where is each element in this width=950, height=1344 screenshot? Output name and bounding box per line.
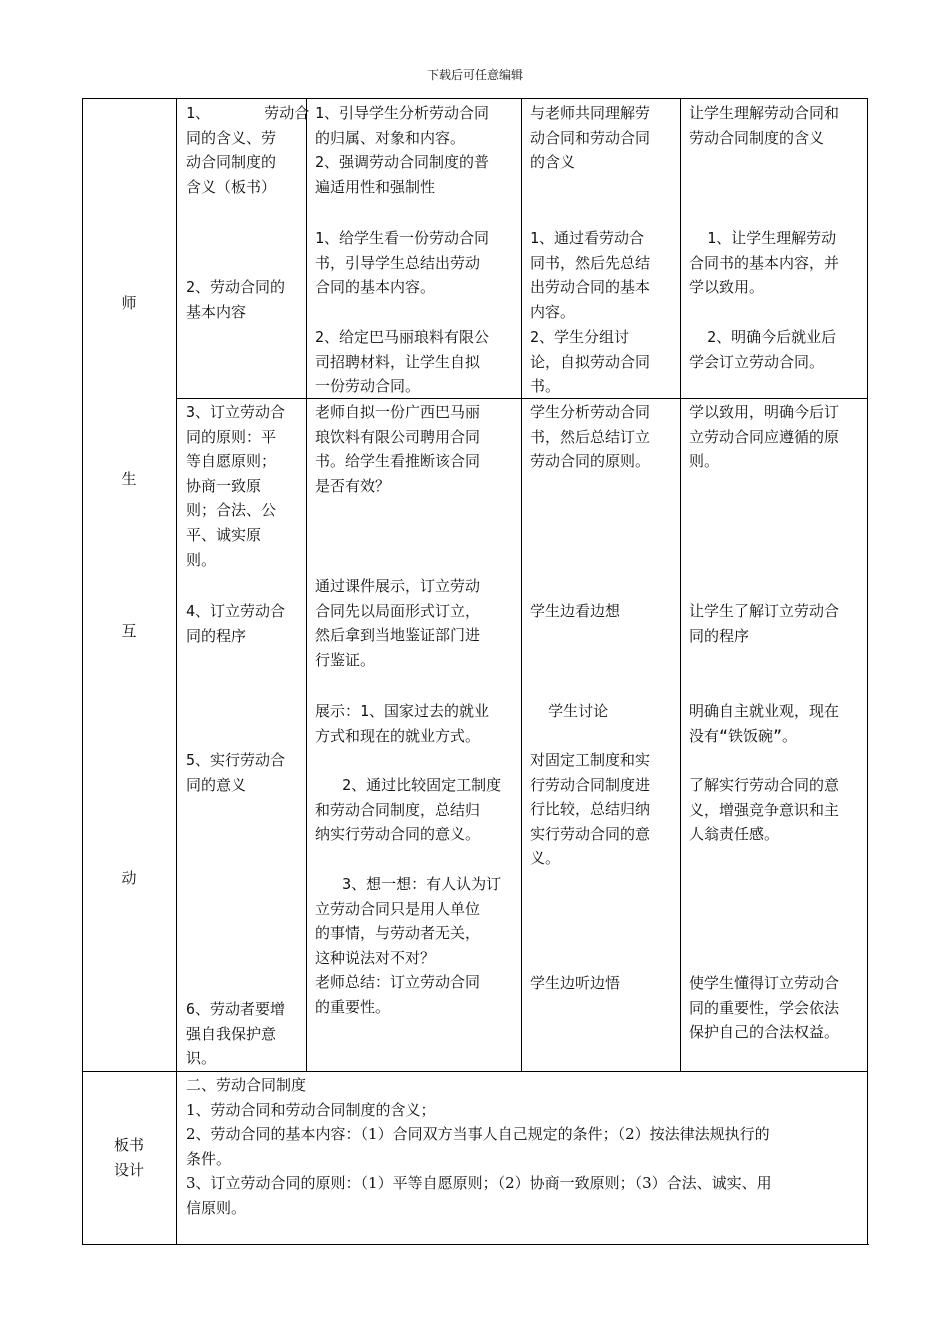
col-divider-1 [176,98,177,1245]
row-divider-1 [176,398,868,399]
student-cell: 与老师共同理解劳 动合同和劳动合同 的含义 [530,104,651,172]
student-cell: 学生分析劳动合同 书，然后总结订立 劳动合同的原则。 [530,403,651,471]
board-line: 信原则。 [186,1198,247,1217]
page-header: 下载后可任意编辑 [426,68,523,82]
board-line: 二、劳动合同制度 [186,1076,307,1094]
student-cell: 2、学生分组讨 论，自拟劳动合同 书。 [530,328,651,396]
board-design-content [186,1073,861,1221]
teacher-cell: 1、给学生看一份劳动合同 书，引导学生总结出劳动 合同的基本内容。 [315,229,490,297]
table-border-left [82,98,83,1245]
content-cell: 1、 劳动合 同的含义、劳 动合同制度的 含义（板书） [186,104,310,196]
side-label-student: 生 [121,470,137,488]
student-cell: 学生边看边想 [530,602,621,620]
student-cell: 对固定工制度和实 行劳动合同制度进 行比较，总结归纳 实行劳动合同的意 义。 [530,751,651,868]
row-divider-2 [82,1071,868,1072]
student-cell: 1、通过看劳动合 同书，然后先总结 出劳动合同的基本 内容。 [530,229,651,321]
purpose-cell: 使学生懂得订立劳动合 同的重要性，学会依法 保护自己的合法权益。 [689,974,840,1042]
content-cell: 6、劳动者要增 强自我保护意 识。 [186,1000,286,1068]
teacher-cell: 老师自拟一份广西巴马丽 琅饮料有限公司聘用合同 书。给学生看推断该合同 是否有效？ [315,403,481,495]
col-divider-2 [306,98,307,1071]
content-cell: 4、订立劳动合 同的程序 [186,602,286,645]
teacher-cell: 1、引导学生分析劳动合同 的归属、对象和内容。 2、强调劳动合同制度的普 遍适用性和强制性 [315,104,490,196]
student-cell: 学生边听边悟 [530,974,621,992]
purpose-cell: 学以致用，明确今后订 立劳动合同应遵循的原 则。 [689,403,840,471]
student-cell: 学生讨论 [530,702,609,720]
teacher-cell: 3、想一想：有人认为订 立劳动合同只是用人单位 的事情，与劳动者无关， 这种说法对不对？ 老师总结：订立劳动合同 的重要性。 [315,875,502,1016]
purpose-cell: 让学生理解劳动合同和 劳动合同制度的含义 [689,104,840,147]
teacher-cell: 2、通过比较固定工制度 和劳动合同制度，总结归 纳实行劳动合同的意义。 [315,776,502,844]
teacher-cell: 2、给定巴马丽琅料有限公 司招聘材料，让学生自拟 一份劳动合同。 [315,328,490,396]
content-cell: 5、实行劳动合 同的意义 [186,751,286,794]
teacher-cell: 展示：1、国家过去的就业 方式和现在的就业方式。 [315,702,490,745]
purpose-cell: 明确自主就业观，现在 没有“铁饭碗”。 [689,702,840,745]
side-label-teacher: 师 [121,294,137,312]
board-design-label: 板书 设计 [113,1136,144,1179]
content-cell: 3、订立劳动合 同的原则：平 等自愿原则； 协商一致原 则；合法、公 平、诚实原 则。 [186,403,286,569]
table-border-top [82,98,868,99]
board-line: 1、劳动合同和劳动合同制度的含义； [186,1100,436,1119]
purpose-cell: 让学生了解订立劳动合 同的程序 [689,602,840,645]
purpose-cell: 1、让学生理解劳动 合同书的基本内容，并 学以致用。 [689,229,840,297]
board-line: 条件。 [186,1149,232,1168]
side-label-activity: 动 [121,869,137,887]
teacher-cell: 通过课件展示，订立劳动 合同先以局面形式订立， 然后拿到当地鉴证部门进 行鉴证。 [315,577,481,669]
purpose-cell: 了解实行劳动合同的意 义，增强竞争意识和主 人翁责任感。 [689,776,840,844]
table-border-right [867,98,868,1245]
table-border-bottom [82,1244,869,1245]
col-divider-4 [680,98,681,1071]
board-line: 3、订立劳动合同的原则：（1）平等自愿原则；（2）协商一致原则；（3）合法、诚实、用 [186,1174,772,1193]
col-divider-3 [521,98,522,1071]
side-label-mutual: 互 [121,622,137,640]
purpose-cell: 2、明确今后就业后 学会订立劳动合同。 [689,328,837,371]
content-cell: 2、劳动合同的 基本内容 [186,278,286,321]
board-line: 2、劳动合同的基本内容：（1）合同双方当事人自己规定的条件；（2）按法律法规执行的 [186,1125,770,1144]
